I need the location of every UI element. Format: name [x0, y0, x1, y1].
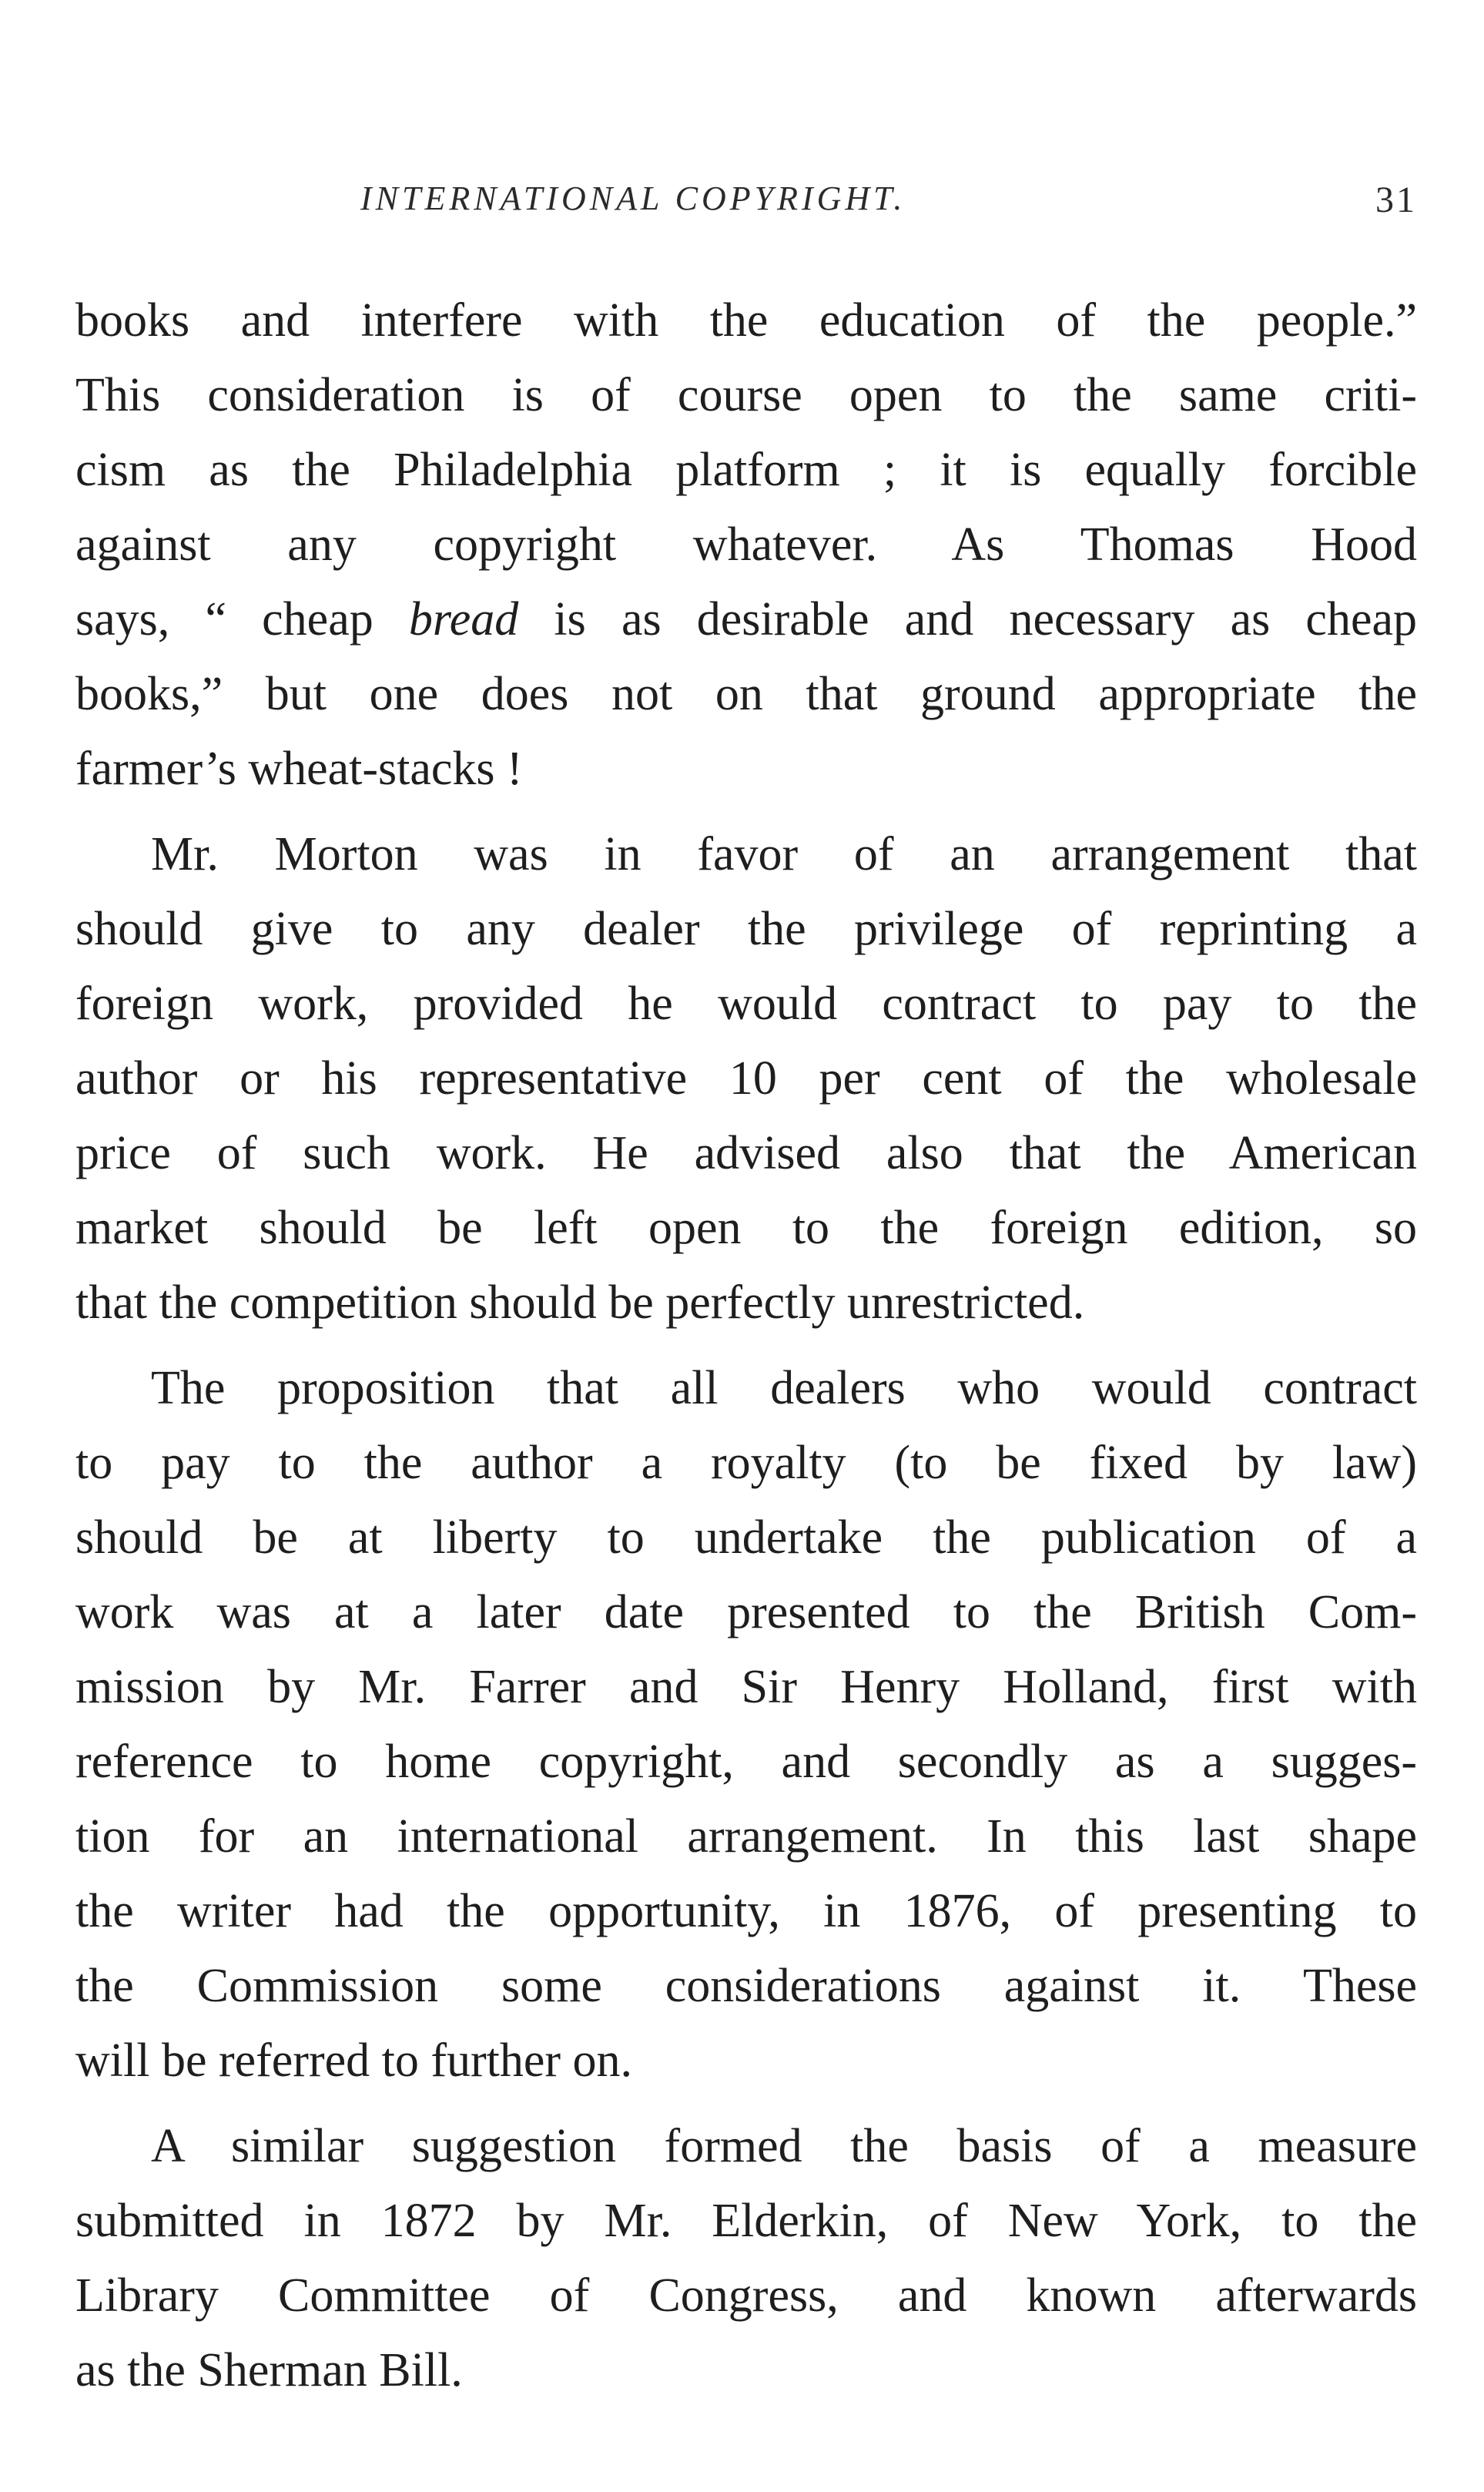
text-line: should give to any dealer the privilege of reprinting a: [75, 903, 1417, 955]
text-line: foreign work, provided he would contract to pay to the: [75, 978, 1417, 1030]
text-line: as the Sherman Bill.: [75, 2344, 463, 2396]
text-line: books and interfere with the education of the people.”: [75, 294, 1417, 347]
running-title: INTERNATIONAL COPYRIGHT.: [360, 179, 906, 217]
text-line: to pay to the author a royalty (to be fixed by law): [75, 1437, 1417, 1489]
text-line: tion for an international arrangement. In this last shape: [75, 1810, 1417, 1863]
text-line: the writer had the opportunity, in 1876, of presenting to: [75, 1885, 1417, 1937]
text-line: market should be left open to the foreign edition, so: [75, 1202, 1417, 1254]
text-line: [75, 582, 1417, 657]
paragraph-1: [75, 283, 1417, 807]
text-line: books,” but one does not on that ground appropriate the: [75, 668, 1417, 720]
body-text: [75, 283, 1417, 2408]
emphasis-bread: bread: [408, 593, 519, 646]
text-line: author or his representative 10 per cent of the wholesale: [75, 1052, 1417, 1105]
text-line: reference to home copyright, and secondly as a sugges-: [75, 1736, 1417, 1788]
text-line: work was at a later date presented to the British Com-: [75, 1586, 1417, 1638]
text-line: the Commission some considerations against it. These: [75, 1960, 1417, 2012]
text-run: is as desirable and necessary as cheap: [518, 593, 1417, 646]
text-line: The proposition that all dealers who would contract: [151, 1362, 1417, 1414]
text-run: says, “ cheap: [75, 593, 409, 646]
text-line: against any copyright whatever. As Thomas Hood: [75, 518, 1417, 571]
text-line: will be referred to further on.: [75, 2034, 633, 2087]
running-head: [75, 179, 1417, 233]
text-line: submitted in 1872 by Mr. Elderkin, of New York, to the: [75, 2195, 1417, 2247]
text-line: This consideration is of course open to the same criti-: [75, 369, 1417, 421]
text-line: mission by Mr. Farrer and Sir Henry Holland, first with: [75, 1661, 1417, 1713]
text-line: cism as the Philadelphia platform ; it is equally forcible: [75, 444, 1417, 496]
paragraph-2: [75, 817, 1417, 1340]
text-line: farmer’s wheat-stacks !: [75, 743, 523, 795]
text-line: that the competition should be perfectly unrestricted.: [75, 1276, 1085, 1329]
text-line: Mr. Morton was in favor of an arrangement that: [151, 828, 1417, 880]
paragraph-4: [75, 2109, 1417, 2408]
text-line: Library Committee of Congress, and known afterwards: [75, 2269, 1417, 2322]
text-line: should be at liberty to undertake the publication of a: [75, 1511, 1417, 1564]
paragraph-3: [75, 1351, 1417, 2098]
text-line: price of such work. He advised also that the American: [75, 1127, 1417, 1179]
text-line: A similar suggestion formed the basis of a measure: [151, 2120, 1417, 2172]
page-number: 31: [1375, 179, 1417, 220]
